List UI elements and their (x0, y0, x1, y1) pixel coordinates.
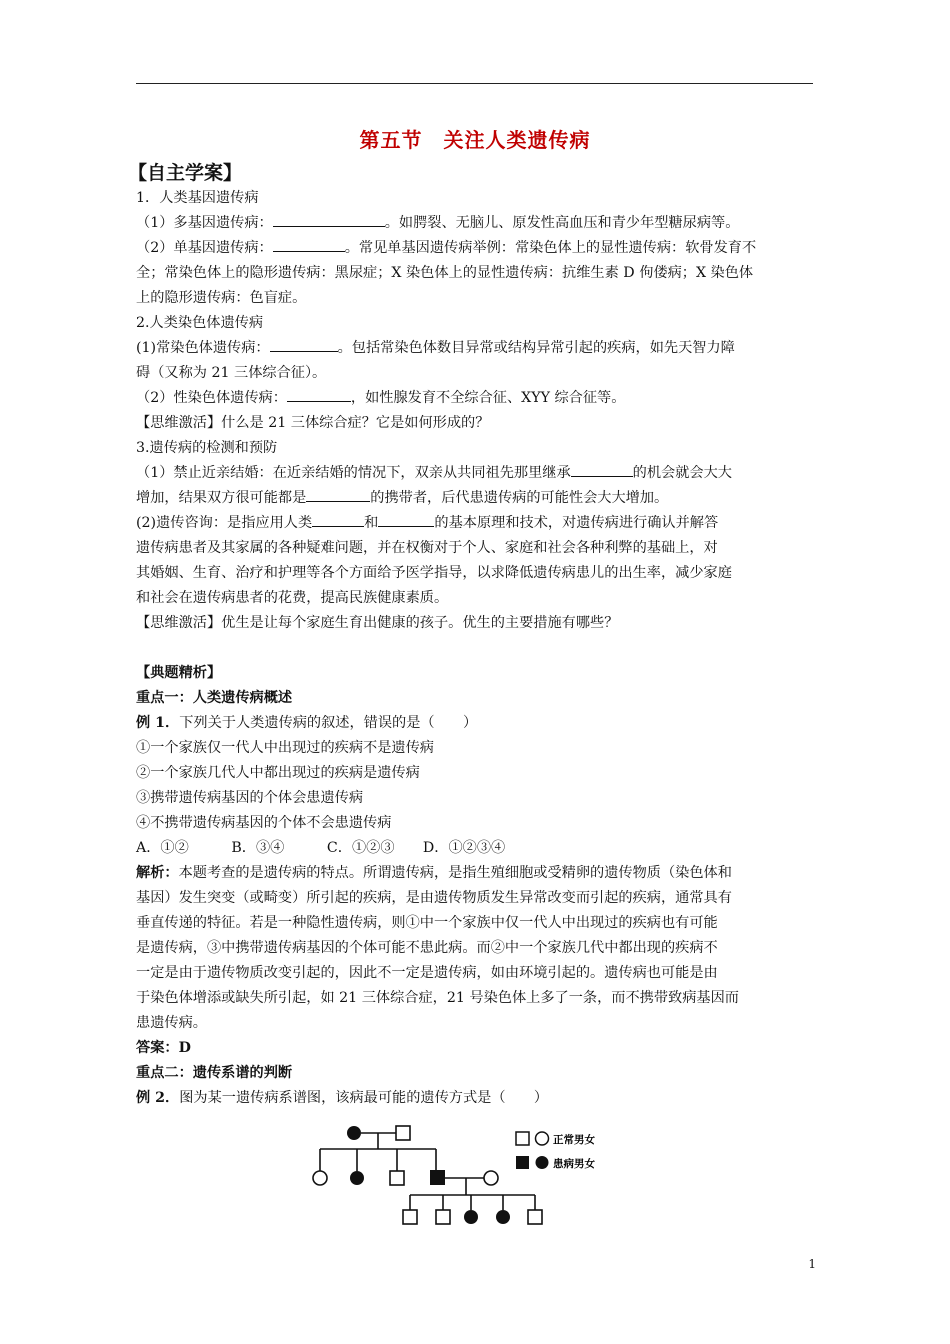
analysis-line: 垂直传递的特征。若是一种隐性遗传病，则①中一个家族中仅一代人中出现过的疾病也有可能 (136, 915, 718, 931)
pedigree-diagram (300, 1115, 640, 1227)
fill-blank[interactable] (571, 462, 633, 477)
pedigree-lines (320, 1133, 535, 1210)
paragraph-autosomal: (1)常染色体遗传病： 。包括常染色体数目异常或结构异常引起的疾病，如先天智力障 (136, 336, 735, 360)
analysis-line: 于染色体增添或缺失所引起，如 21 三体综合症，21 号染色体上多了一条，而不携带致病基因而 (136, 990, 739, 1006)
examples-heading: 【典题精析】 (136, 665, 222, 681)
answer: 答案：D (136, 1040, 191, 1056)
paragraph-monogenic: （2）单基因遗传病： 。常见单基因遗传病举例：常染色体上的显性遗传病：软骨发育不 (136, 236, 756, 260)
affected-male-symbol (430, 1170, 445, 1185)
self-study-heading: 【自主学案】 (128, 162, 243, 184)
analysis-line: 基因）发生突变（或畸变）所引起的疾病，是由遗传物质发生异常改变而引起的疾病，通常具有 (136, 890, 732, 906)
paragraph-line: 和社会在遗传病患者的花费，提高民族健康素质。 (136, 590, 449, 606)
example-2-question: 例 2．图为某一遗传病系谱图，该病最可能的遗传方式是（ ） (136, 1090, 549, 1106)
normal-male-symbol (390, 1171, 404, 1185)
example-1-choices: A．①② B．③④ C．①②③ D．①②③④ (136, 840, 506, 856)
example-1-statement-3: ③携带遗传病基因的个体会患遗传病 (136, 790, 364, 806)
example-1-statement-2: ②一个家族几代人中都出现过的疾病是遗传病 (136, 765, 420, 781)
legend-affected-female-symbol (536, 1156, 549, 1169)
fill-blank[interactable] (378, 512, 434, 527)
legend-normal-male-symbol (516, 1132, 529, 1145)
analysis-line: 是遗传病，③中携带遗传病基因的个体可能不患此病。而②中一个家族几代中都出现的疾病不 (136, 940, 718, 956)
legend-affected-male-symbol (516, 1156, 529, 1169)
normal-male-symbol (396, 1126, 410, 1140)
paragraph-polygenic: （1）多基因遗传病： 。如腭裂、无脑儿、原发性高血压和青少年型糖尿病等。 (136, 211, 739, 235)
paragraph-line: 其婚姻、生育、治疗和护理等各个方面给予医学指导，以求降低遗传病患儿的出生率，减少家庭 (136, 565, 732, 581)
think-activation-2: 【思维激活】优生是让每个家庭生育出健康的孩子。优生的主要措施有哪些？ (136, 615, 619, 631)
paragraph-line: 全；常染色体上的隐形遗传病：黑尿症；X 染色体上的显性遗传病：抗维生素 D 佝偻病；X 染色体 (136, 265, 754, 281)
normal-female-symbol (313, 1171, 327, 1185)
paragraph-consanguinity: （1）禁止近亲结婚：在近亲结婚的情况下，双亲从共同祖先那里继承 的机会就会大大 (136, 461, 732, 485)
fill-blank[interactable] (306, 487, 370, 502)
key-point-2: 重点二：遗传系谱的判断 (136, 1065, 293, 1081)
fill-blank[interactable] (273, 237, 345, 252)
think-activation-1: 【思维激活】什么是 21 三体综合症？它是如何形成的？ (136, 415, 490, 431)
section-1-title: 1．人类基因遗传病 (136, 190, 259, 206)
paragraph-line: 碍（又称为 21 三体综合征）。 (136, 365, 327, 381)
section-2-title: 2.人类染色体遗传病 (136, 315, 264, 331)
section-3-title: 3.遗传病的检测和预防 (136, 440, 278, 456)
legend-normal-female-symbol (536, 1132, 549, 1145)
legend-affected-label: 患病男女 (553, 1158, 595, 1170)
example-1-statement-1: ①一个家族仅一代人中出现过的疾病不是遗传病 (136, 740, 434, 756)
page-title: 第五节 关注人类遗传病 (359, 128, 591, 152)
paragraph-sex-chromosome: （2）性染色体遗传病： ，如性腺发育不全综合征、XYY 综合征等。 (136, 386, 625, 410)
key-point-1: 重点一：人类遗传病概述 (136, 690, 293, 706)
legend-normal-label: 正常男女 (553, 1134, 595, 1146)
affected-female-symbol (464, 1210, 478, 1224)
normal-male-symbol (436, 1210, 450, 1224)
affected-female-symbol (347, 1126, 361, 1140)
fill-blank[interactable] (273, 212, 385, 227)
analysis-line: 患遗传病。 (136, 1015, 207, 1031)
affected-female-symbol (350, 1171, 364, 1185)
fill-blank[interactable] (312, 512, 364, 527)
affected-female-symbol (496, 1210, 510, 1224)
paragraph-line: 增加，结果双方很可能都是 的携带者，后代患遗传病的可能性会大大增加。 (136, 486, 668, 510)
example-1-question: 例 1．下列关于人类遗传病的叙述，错误的是（ ） (136, 715, 478, 731)
analysis-paragraph: 解析：本题考查的是遗传病的特点。所谓遗传病，是指生殖细胞或受精卵的遗传物质（染色体和 (136, 865, 732, 881)
fill-blank[interactable] (270, 337, 338, 352)
normal-female-symbol (484, 1171, 498, 1185)
example-1-statement-4: ④不携带遗传病基因的个体不会患遗传病 (136, 815, 392, 831)
header-rule (136, 83, 813, 84)
fill-blank[interactable] (287, 387, 351, 402)
normal-male-symbol (403, 1210, 417, 1224)
paragraph-line: 遗传病患者及其家属的各种疑难问题，并在权衡对于个人、家庭和社会各种利弊的基础上，对 (136, 540, 718, 556)
page-number: 1 (808, 1257, 816, 1271)
analysis-line: 一定是由于遗传物质改变引起的，因此不一定是遗传病，如由环境引起的。遗传病也可能是由 (136, 965, 718, 981)
paragraph-line: 上的隐形遗传病：色盲症。 (136, 290, 307, 306)
paragraph-counseling: (2)遗传咨询：是指应用人类 和 的基本原理和技术，对遗传病进行确认并解答 (136, 511, 718, 535)
normal-male-symbol (528, 1210, 542, 1224)
